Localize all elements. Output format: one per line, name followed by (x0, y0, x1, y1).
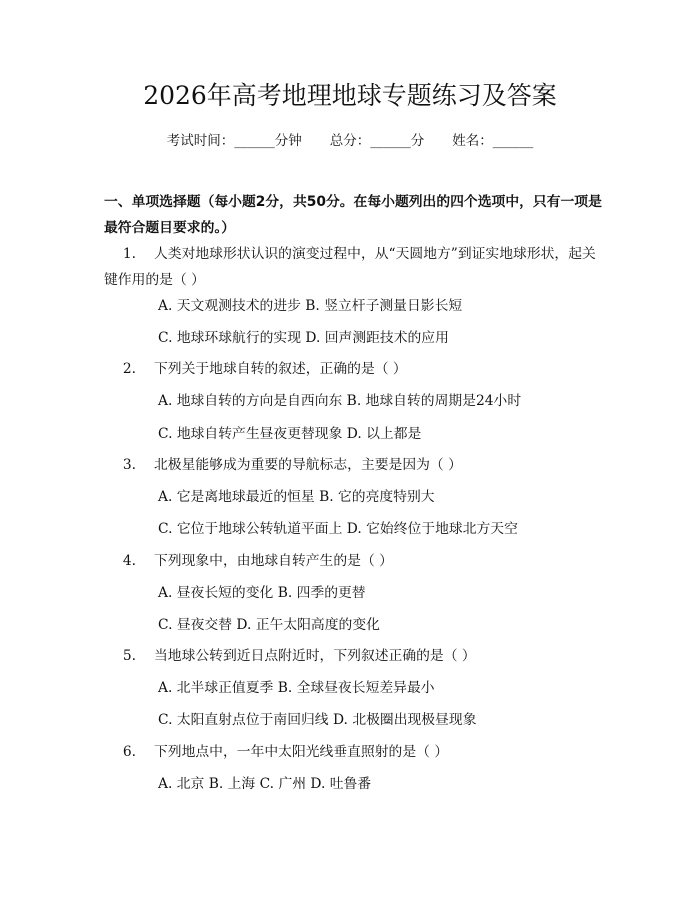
page-title: 2026年高考地理地球专题练习及答案 (143, 81, 557, 110)
question-number: 4. (122, 553, 136, 569)
question-3-options-line-1: A. 它是离地球最近的恒星 B. 它的亮度特别大 (158, 489, 435, 505)
question-text: 下列现象中，由地球自转产生的是（ ） (154, 553, 393, 569)
question-5-options-line-2: C. 太阳直射点位于南回归线 D. 北极圈出现极昼现象 (158, 712, 477, 728)
question-4 (104, 548, 604, 574)
question-number: 3. (122, 457, 136, 473)
question-text: 当地球公转到近日点附近时，下列叙述正确的是（ ） (154, 648, 476, 664)
exam-info-row (0, 131, 700, 151)
exam-time-label: 考试时间：______分钟 (166, 133, 302, 149)
question-5-options-line-1: A. 北半球正值夏季 B. 全球昼夜长短差异最小 (158, 680, 435, 696)
question-2-options-line-1: A. 地球自转的方向是自西向东 B. 地球自转的周期是24小时 (158, 393, 522, 409)
total-score-label: 总分：______分 (329, 133, 425, 149)
question-6 (104, 739, 604, 765)
question-number: 2. (122, 361, 136, 377)
question-1-options-line-1: A. 天文观测技术的进步 B. 竖立杆子测量日影长短 (158, 298, 463, 314)
student-name-label: 姓名：______ (452, 133, 534, 149)
question-4-options-line-2: C. 昼夜交替 D. 正午太阳高度的变化 (158, 617, 380, 633)
section-heading: 一、单项选择题（每小题2分，共50分。在每小题列出的四个选项中，只有一项是最符合题目要求的。） (104, 194, 602, 236)
question-5 (104, 643, 604, 669)
question-3 (104, 452, 604, 478)
question-text: 人类对地球形状认识的演变过程中，从“天圆地方”到证实地球形状，起关键作用的是（ ） (104, 246, 596, 288)
question-number: 5. (122, 648, 136, 664)
question-4-options-line-1: A. 昼夜长短的变化 B. 四季的更替 (158, 585, 366, 601)
question-6-options-line-1: A. 北京 B. 上海 C. 广州 D. 吐鲁番 (158, 776, 372, 792)
question-text: 下列地点中，一年中太阳光线垂直照射的是（ ） (154, 744, 449, 760)
question-1 (104, 241, 604, 293)
question-2-options-line-2: C. 地球自转产生昼夜更替现象 D. 以上都是 (158, 426, 422, 442)
question-2 (104, 356, 604, 382)
question-number: 6. (122, 744, 136, 760)
question-number: 1. (122, 246, 136, 262)
question-3-options-line-2: C. 它位于地球公转轨道平面上 D. 它始终位于地球北方天空 (158, 521, 518, 537)
question-text: 北极星能够成为重要的导航标志，主要是因为（ ） (154, 457, 462, 473)
question-text: 下列关于地球自转的叙述，正确的是（ ） (154, 361, 407, 377)
question-1-options-line-2: C. 地球环球航行的实现 D. 回声测距技术的应用 (158, 330, 449, 346)
